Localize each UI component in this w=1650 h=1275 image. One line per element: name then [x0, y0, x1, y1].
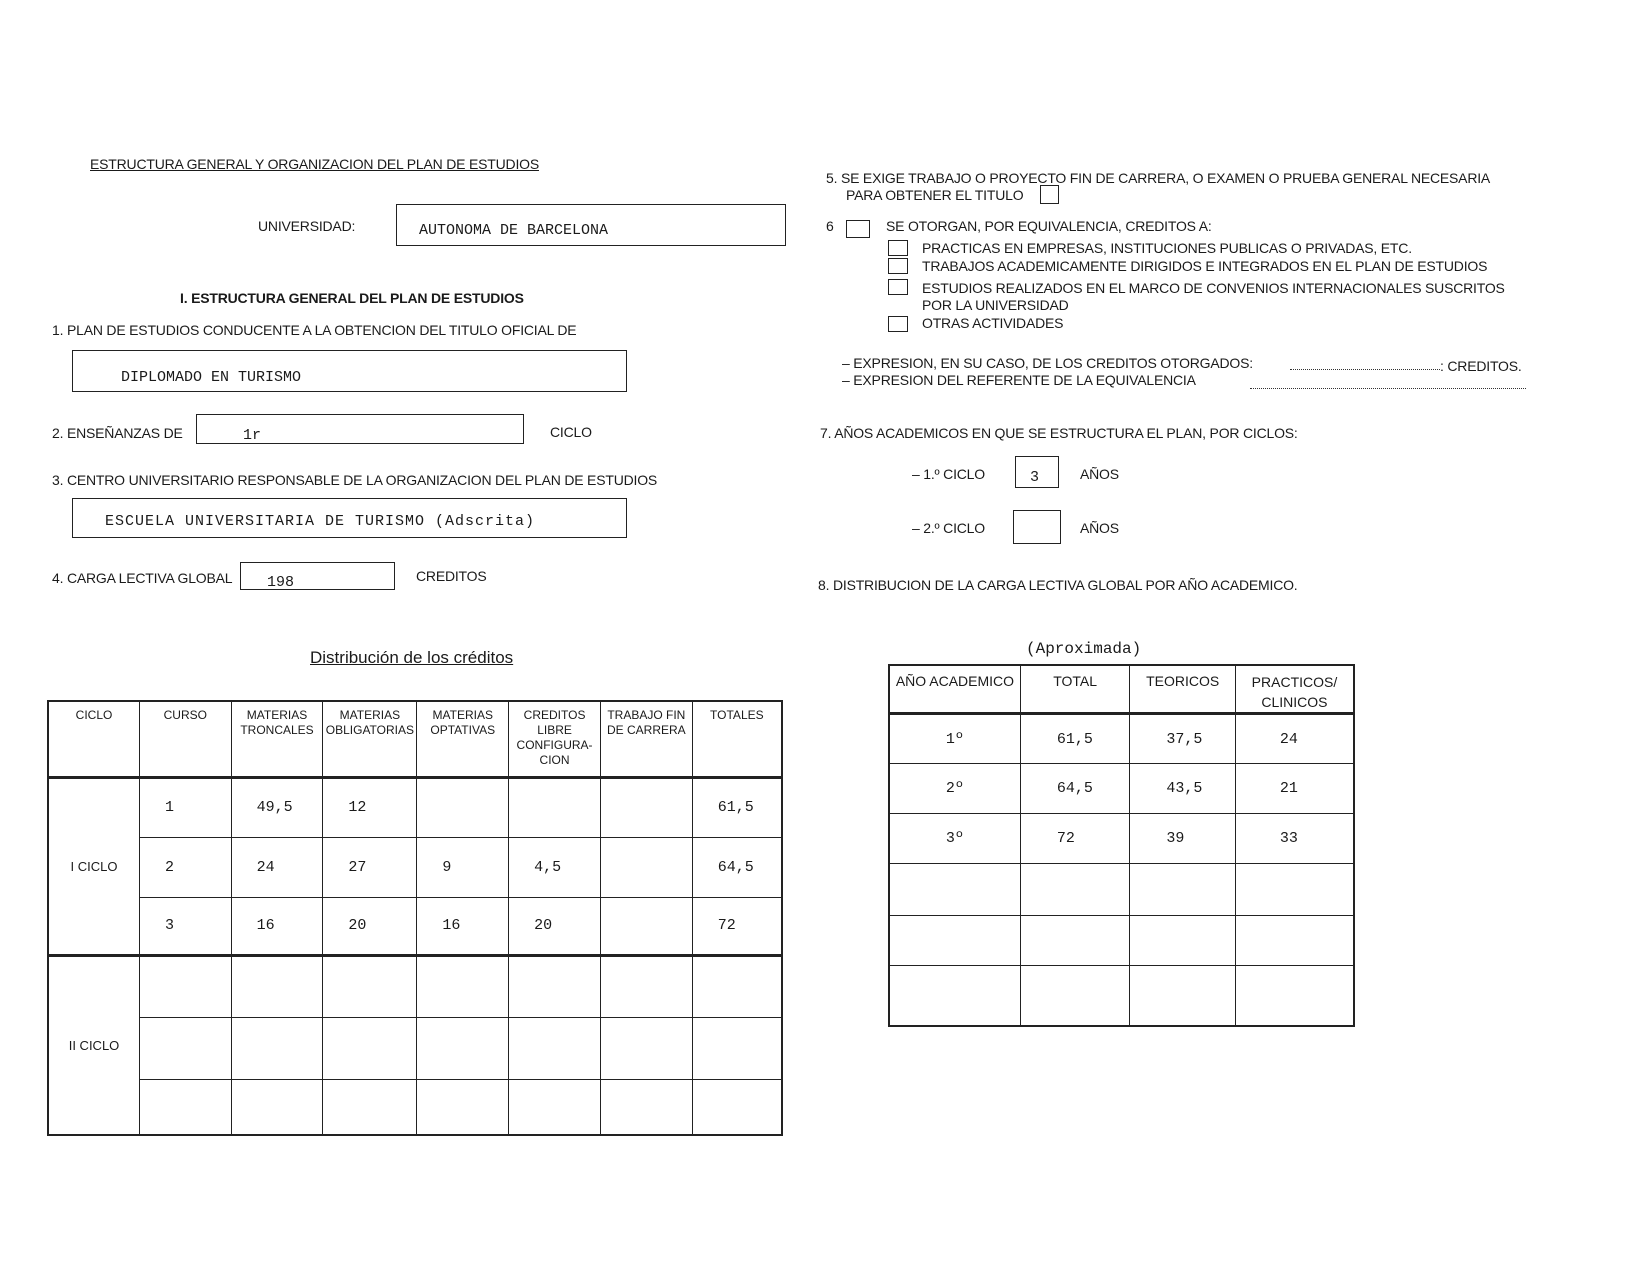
ensenanzas-value: 1r [243, 427, 262, 444]
academic-year-table [888, 664, 1355, 1027]
trabajo-fin-checkbox[interactable] [1040, 185, 1059, 204]
table-row [48, 1079, 782, 1135]
universidad-field[interactable] [396, 204, 786, 246]
credits-table [47, 700, 783, 1136]
trabajos-checkbox[interactable] [888, 258, 908, 274]
table-row [889, 714, 1354, 764]
cell-obligatorias: 27 [323, 837, 417, 897]
header-total: TOTAL [1020, 665, 1129, 714]
cell-ano: 3º [889, 814, 1020, 864]
header-ano-academico: AÑO ACADEMICO [889, 665, 1020, 714]
cell-trabajo [600, 897, 692, 955]
header-curso: CURSO [140, 701, 232, 777]
cell-practicos: 21 [1235, 764, 1354, 814]
universidad-value: AUTONOMA DE BARCELONA [419, 222, 609, 239]
cell-troncales: 24 [231, 837, 323, 897]
item2-suffix: CICLO [550, 424, 592, 440]
table-row [48, 837, 782, 897]
practicas-checkbox[interactable] [888, 240, 908, 256]
cell-totales: 72 [692, 897, 782, 955]
ciclo1-label: – 1.º CICLO [912, 466, 985, 482]
item6-number: 6 [826, 218, 834, 234]
cell-totales: 61,5 [692, 777, 782, 837]
centro-value: ESCUELA UNIVERSITARIA DE TURISMO (Adscrita) [105, 513, 536, 530]
page-heading: ESTRUCTURA GENERAL Y ORGANIZACION DEL PLAN DE ESTUDIOS [90, 156, 539, 172]
section-title: I. ESTRUCTURA GENERAL DEL PLAN DE ESTUDIOS [180, 290, 524, 306]
cell-total: 61,5 [1020, 714, 1129, 764]
table-row [889, 764, 1354, 814]
cell-optativas: 9 [417, 837, 509, 897]
header-obligatorias: MATERIAS OBLIGATORIAS [323, 701, 417, 777]
option-estudios: ESTUDIOS REALIZADOS EN EL MARCO DE CONVENIOS INTERNACIONALES SUSCRITOS [922, 280, 1505, 296]
cell-optativas [417, 777, 509, 837]
referente-dotted-line [1250, 388, 1526, 389]
titulo-field[interactable] [72, 350, 627, 392]
table-row [48, 955, 782, 1017]
header-teoricos: TEORICOS [1130, 665, 1236, 714]
cell-ano: 1º [889, 714, 1020, 764]
item5-line2: PARA OBTENER EL TITULO [846, 187, 1024, 203]
header-practicos: PRACTICOS/ CLINICOS [1235, 665, 1354, 714]
cell-troncales: 16 [231, 897, 323, 955]
cell-troncales: 49,5 [231, 777, 323, 837]
creditos-dotted-line [1290, 369, 1440, 370]
cell-libre [509, 777, 601, 837]
ciclo2-label: – 2.º CICLO [912, 520, 985, 536]
cell-obligatorias: 20 [323, 897, 417, 955]
cell-teoricos: 39 [1130, 814, 1236, 864]
header-troncales: MATERIAS TRONCALES [231, 701, 323, 777]
header-optativas: MATERIAS OPTATIVAS [417, 701, 509, 777]
item6-label: SE OTORGAN, POR EQUIVALENCIA, CREDITOS A: [886, 218, 1212, 234]
option-practicas: PRACTICAS EN EMPRESAS, INSTITUCIONES PUBLICAS O PRIVADAS, ETC. [922, 240, 1412, 256]
cell-curso: 1 [140, 777, 232, 837]
item3-label: 3. CENTRO UNIVERSITARIO RESPONSABLE DE LA ORGANIZACION DEL PLAN DE ESTUDIOS [52, 472, 658, 488]
ciclo1-years-value: 3 [1030, 469, 1040, 486]
item4-suffix: CREDITOS [416, 568, 487, 584]
carga-field[interactable] [240, 562, 395, 590]
cell-total: 72 [1020, 814, 1129, 864]
table-row [889, 916, 1354, 966]
aproximada-label: (Aproximada) [1026, 640, 1142, 658]
centro-field[interactable] [72, 498, 627, 538]
cell-practicos: 24 [1235, 714, 1354, 764]
estudios-checkbox[interactable] [888, 279, 908, 295]
expresion-creditos: – EXPRESION, EN SU CASO, DE LOS CREDITOS OTORGADOS: [842, 355, 1253, 371]
item4-label: 4. CARGA LECTIVA GLOBAL [52, 570, 233, 586]
item1-label: 1. PLAN DE ESTUDIOS CONDUCENTE A LA OBTENCION DEL TITULO OFICIAL DE [52, 322, 577, 338]
ciclo-1-label: I CICLO [48, 777, 140, 955]
cell-curso: 3 [140, 897, 232, 955]
header-totales: TOTALES [692, 701, 782, 777]
option-estudios-line2: POR LA UNIVERSIDAD [922, 297, 1069, 313]
cell-libre: 4,5 [509, 837, 601, 897]
cell-teoricos: 37,5 [1130, 714, 1236, 764]
titulo-value: DIPLOMADO EN TURISMO [121, 369, 302, 386]
cell-totales: 64,5 [692, 837, 782, 897]
ciclo1-anos: AÑOS [1080, 466, 1119, 482]
ciclo2-anos: AÑOS [1080, 520, 1119, 536]
item2-label: 2. ENSEÑANZAS DE [52, 425, 183, 441]
ciclo-2-label: II CICLO [48, 955, 140, 1135]
item5-line1: 5. SE EXIGE TRABAJO O PROYECTO FIN DE CARRERA, O EXAMEN O PRUEBA GENERAL NECESARIA [826, 170, 1491, 186]
table-row [48, 777, 782, 837]
cell-ano: 2º [889, 764, 1020, 814]
distribution-title: Distribución de los créditos [310, 648, 514, 667]
ciclo2-years-field[interactable] [1013, 510, 1061, 544]
table-row [889, 966, 1354, 1026]
cell-total: 64,5 [1020, 764, 1129, 814]
header-ciclo: CICLO [48, 701, 140, 777]
cell-curso: 2 [140, 837, 232, 897]
carga-value: 198 [267, 574, 295, 591]
universidad-label: UNIVERSIDAD: [258, 218, 356, 234]
header-libre-configuracion: CREDITOS LIBRE CONFIGURA- CION [509, 701, 601, 777]
cell-optativas: 16 [417, 897, 509, 955]
option-trabajos: TRABAJOS ACADEMICAMENTE DIRIGIDOS E INTEGRADOS EN EL PLAN DE ESTUDIOS [922, 258, 1488, 274]
table-row [889, 814, 1354, 864]
table-row [48, 897, 782, 955]
item8-label: 8. DISTRIBUCION DE LA CARGA LECTIVA GLOBAL POR AÑO ACADEMICO. [818, 577, 1298, 593]
cell-trabajo [600, 837, 692, 897]
cell-practicos: 33 [1235, 814, 1354, 864]
cell-libre: 20 [509, 897, 601, 955]
table-row [889, 864, 1354, 916]
otras-checkbox[interactable] [888, 316, 908, 332]
header-trabajo-fin: TRABAJO FIN DE CARRERA [600, 701, 692, 777]
expresion-referente: – EXPRESION DEL REFERENTE DE LA EQUIVALENCIA [842, 372, 1196, 388]
cell-obligatorias: 12 [323, 777, 417, 837]
option-otras: OTRAS ACTIVIDADES [922, 315, 1064, 331]
ensenanzas-field[interactable] [196, 414, 524, 444]
ciclo1-years-field[interactable] [1015, 456, 1059, 488]
table-row [48, 1017, 782, 1079]
expresion-creditos-suffix: : CREDITOS. [1440, 358, 1522, 374]
cell-trabajo [600, 777, 692, 837]
item7-label: 7. AÑOS ACADEMICOS EN QUE SE ESTRUCTURA EL PLAN, POR CICLOS: [820, 425, 1298, 441]
equivalencia-checkbox[interactable] [846, 220, 870, 238]
cell-teoricos: 43,5 [1130, 764, 1236, 814]
